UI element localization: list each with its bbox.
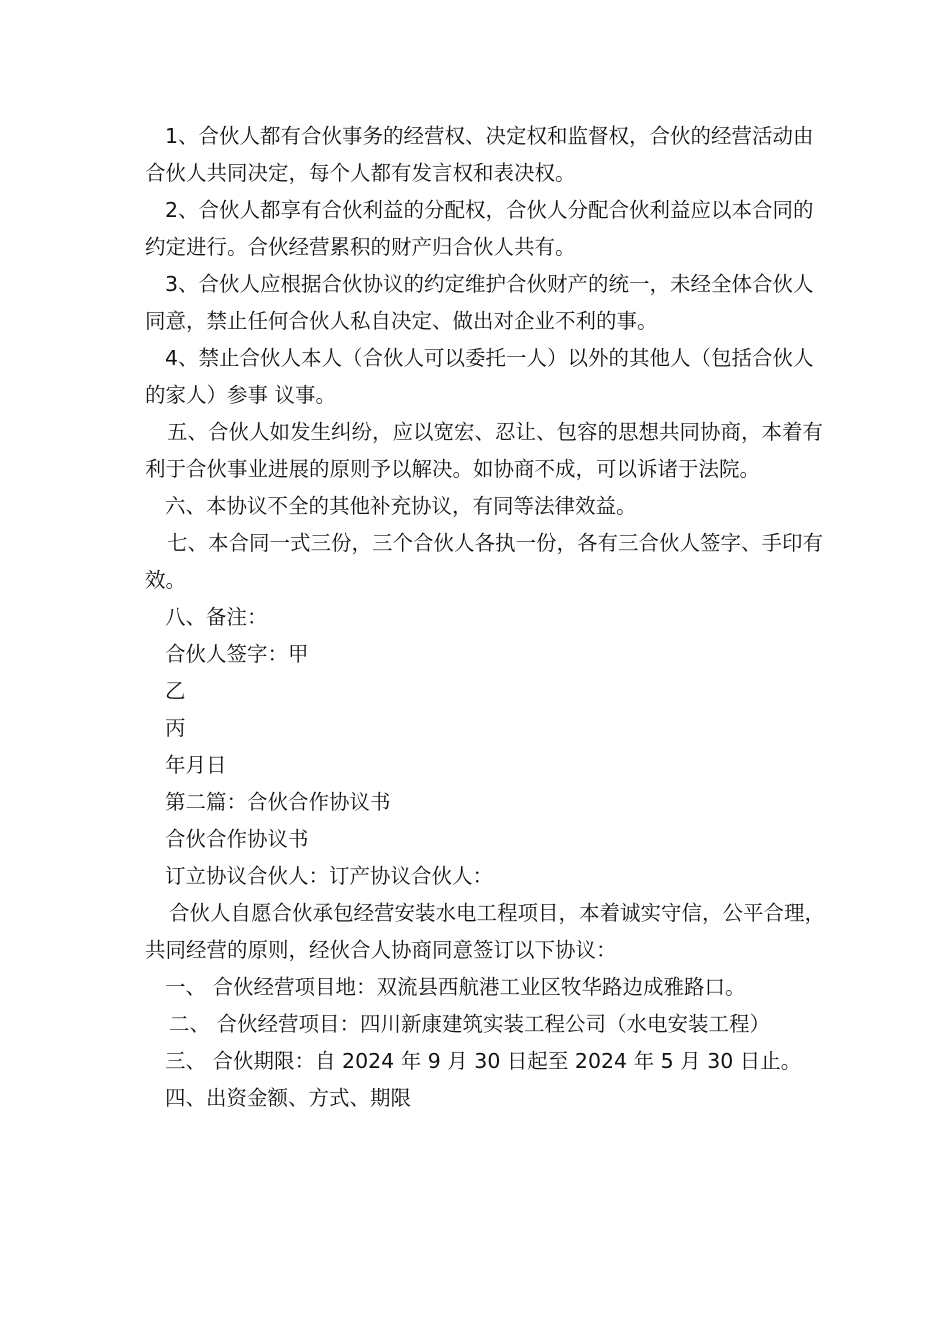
paragraph-chapter-title: 第二篇：合伙合作协议书 (165, 790, 391, 814)
paragraph-section-5: 五、合伙人如发生纠纷，应以宽宏、忍让、包容的思想共同协商，本着有利于合伙事业进展的原则予以解决。如协商不成，可以诉诸于法院。 (145, 420, 823, 481)
paragraph-item-1: 一、 合伙经营项目地：双流县西航港工业区牧华路边成雅路口。 (165, 975, 746, 999)
paragraph-section-7: 七、本合同一式三份，三个合伙人各执一份，各有三合伙人签字、手印有效。 (145, 531, 823, 592)
paragraph-parties: 订立协议合伙人：订产协议合伙人： (165, 864, 493, 888)
paragraph-signature-c: 丙 (165, 716, 186, 740)
document-body (145, 118, 825, 1117)
paragraph-item-4: 四、出资金额、方式、期限 (165, 1086, 411, 1110)
paragraph-clause-3: 3、合伙人应根据合伙协议的约定维护合伙财产的统一，未经全体合伙人同意，禁止任何合伙人私自决定、做出对企业不利的事。 (145, 272, 814, 333)
paragraph-item-2: 二、 合伙经营项目：四川新康建筑实装工程公司（水电安装工程） (169, 1012, 771, 1036)
paragraph-clause-4: 4、禁止合伙人本人（合伙人可以委托一人）以外的其他人（包括合伙人的家人）参事 议事。 (145, 346, 814, 407)
paragraph-section-8: 八、备注： (165, 605, 268, 629)
paragraph-clause-2: 2、合伙人都享有合伙利益的分配权，合伙人分配合伙利益应以本合同的约定进行。合伙经营累积的财产归合伙人共有。 (145, 198, 814, 259)
paragraph-agreement-title: 合伙合作协议书 (165, 827, 309, 851)
paragraph-signature-b: 乙 (165, 679, 186, 703)
paragraph-signature-a: 合伙人签字：甲 (165, 642, 309, 666)
paragraph-item-3: 三、 合伙期限：自 2024 年 9 月 30 日起至 2024 年 5 月 30 日止。 (165, 1049, 802, 1073)
paragraph-preamble: 合伙人自愿合伙承包经营安装水电工程项目，本着诚实守信，公平合理，共同经营的原则，经伙合人协商同意签订以下协议： (145, 901, 825, 962)
paragraph-date: 年月日 (165, 753, 227, 777)
paragraph-clause-1: 1、合伙人都有合伙事务的经营权、决定权和监督权，合伙的经营活动由合伙人共同决定，每个人都有发言权和表决权。 (145, 124, 814, 185)
paragraph-section-6: 六、本协议不全的其他补充协议，有同等法律效益。 (165, 494, 637, 518)
